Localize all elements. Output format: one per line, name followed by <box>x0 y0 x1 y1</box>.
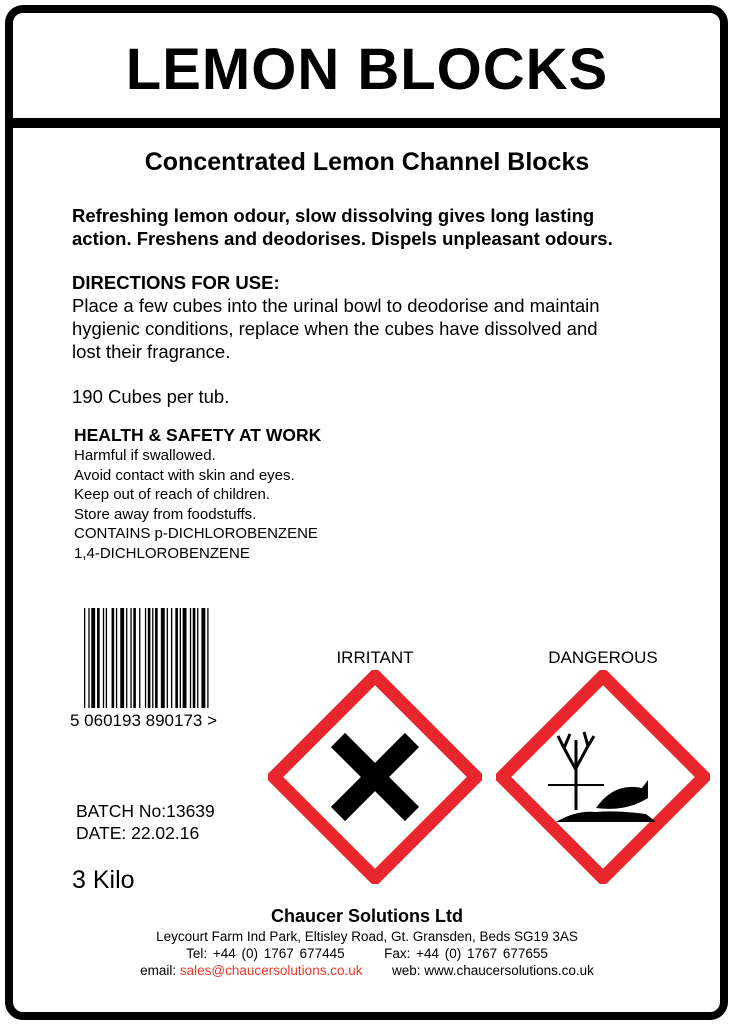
email-label: email: <box>140 963 177 978</box>
barcode-bar <box>103 608 104 708</box>
barcode-bar <box>201 608 205 708</box>
barcode-bar <box>161 608 165 708</box>
net-weight: 3 Kilo <box>72 866 135 894</box>
barcode-bar <box>106 608 107 708</box>
health-safety-heading: HEALTH & SAFETY AT WORK <box>74 425 322 445</box>
barcode-bar <box>155 608 158 708</box>
barcode-bar <box>190 608 191 708</box>
product-subtitle: Concentrated Lemon Channel Blocks <box>144 148 590 176</box>
product-description <box>72 204 672 250</box>
barcode-bar <box>152 608 153 708</box>
barcode-bar <box>91 608 95 708</box>
barcode-bar <box>148 608 151 708</box>
barcode-bar <box>126 608 127 708</box>
company-address: Leycourt Farm Ind Park, Eltisley Road, Gt. Gransden, Beds SG19 3AS <box>156 929 578 944</box>
barcode-bar <box>197 608 198 708</box>
safety-line: Keep out of reach of children. <box>74 486 270 503</box>
safety-line: Store away from foodstuffs. <box>74 505 257 523</box>
barcode-number: 5 060193 890173 > <box>70 711 218 730</box>
directions-line: Place a few cubes into the urinal bowl to deodorise and maintain <box>72 295 600 316</box>
contact-online <box>0 963 734 978</box>
safety-line: CONTAINS p-DICHLOROBENZENE <box>74 525 318 542</box>
safety-line: 1,4-DICHLOROBENZENE <box>74 544 250 562</box>
telephone: Tel: +44 (0) 1767 677445 <box>186 946 345 961</box>
directions-text <box>72 294 672 363</box>
irritant-label: IRRITANT <box>336 648 414 667</box>
barcode-bar <box>207 608 208 708</box>
barcode-bar <box>120 608 124 708</box>
barcode-bar <box>175 608 178 708</box>
health-safety-text <box>74 446 318 563</box>
barcode-bar <box>97 608 100 708</box>
barcode-bar <box>84 608 85 708</box>
website[interactable]: web: www.chaucersolutions.co.uk <box>392 963 594 978</box>
barcode-image <box>84 608 244 708</box>
company-name: Chaucer Solutions Ltd <box>270 906 463 926</box>
description-line: action. Freshens and deodorises. Dispels unpleasant odours. <box>72 228 613 249</box>
safety-line: Avoid contact with skin and eyes. <box>74 466 295 484</box>
header-divider <box>5 118 728 128</box>
barcode-bar <box>193 608 196 708</box>
directions-line: hygienic conditions, replace when the cubes have dissolved and <box>72 318 598 339</box>
environment-hazard-pictogram <box>496 670 710 884</box>
quantity-note: 190 Cubes per tub. <box>72 386 230 407</box>
barcode-bar <box>133 608 136 708</box>
barcode-bar <box>183 608 187 708</box>
batch-number: BATCH No:13639 <box>76 801 215 821</box>
barcode-bar <box>145 608 146 708</box>
dangerous-label: DANGEROUS <box>548 648 658 667</box>
barcode-bar <box>167 608 168 708</box>
batch-info <box>76 800 215 844</box>
directions-line: lost their fragrance. <box>72 341 231 362</box>
directions-heading: DIRECTIONS FOR USE: <box>72 272 280 293</box>
barcode-bar <box>171 608 172 708</box>
fax: Fax: +44 (0) 1767 677655 <box>384 946 548 961</box>
contact-phone <box>0 946 734 961</box>
barcode-bar <box>139 608 140 708</box>
barcode-bar <box>88 608 89 708</box>
safety-line: Harmful if swallowed. <box>74 447 216 464</box>
barcode-bar <box>112 608 115 708</box>
product-title: LEMON BLOCKS <box>125 37 609 102</box>
irritant-pictogram <box>268 670 482 884</box>
batch-date: DATE: 22.02.16 <box>76 823 200 843</box>
barcode-bar <box>116 608 117 708</box>
description-line: Refreshing lemon odour, slow dissolving gives long lasting <box>72 205 595 226</box>
barcode-bar <box>180 608 181 708</box>
barcode-bar <box>130 608 131 708</box>
email-link[interactable]: sales@chaucersolutions.co.uk <box>179 963 363 978</box>
